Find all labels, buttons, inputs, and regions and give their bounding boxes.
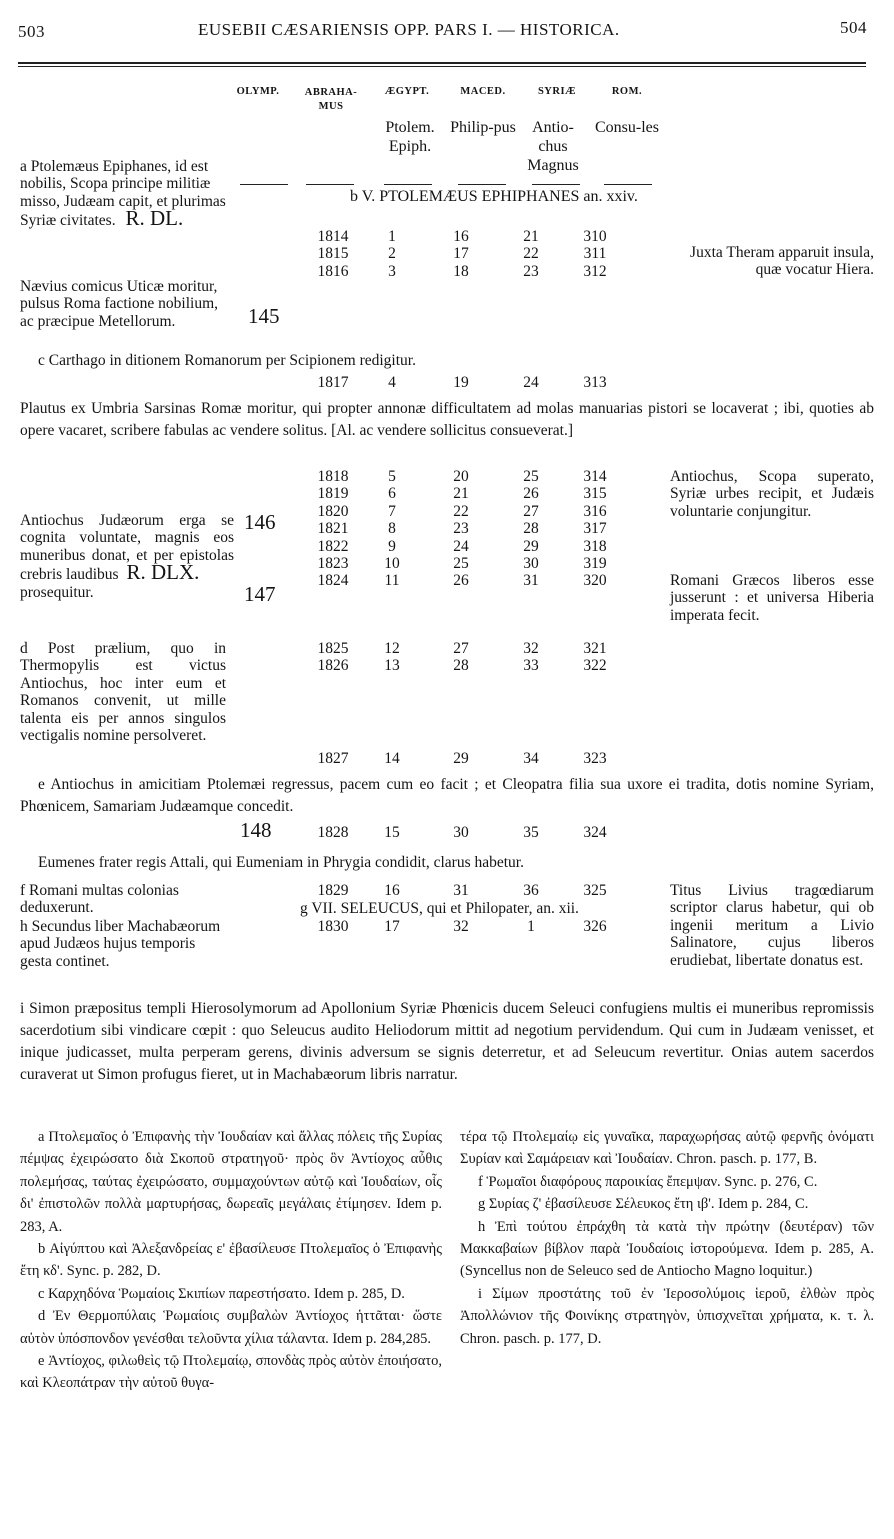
table-row-1827: 1827 14 29 34 323 (317, 750, 607, 767)
note-eumenes: Eumenes frater regis Attali, qui Eumeniam in Phrygia condidit, clarus habetur. (38, 854, 524, 871)
ruler-syriae: Antio-chus Magnus (527, 119, 579, 174)
table-row-1830: 1830 17 32 1 326 (317, 918, 607, 935)
header-rule-thin (18, 66, 866, 67)
table-rows-1814-1816: 1814 1 16 21 310 1815 2 17 22 311 1816 3 18 23 312 (317, 228, 607, 280)
page-number-right: 504 (840, 18, 867, 37)
col-header-maced: MACED. (460, 86, 506, 97)
greek-note-b: b Αἰγύπτου καὶ Ἀλεξανδρείας ε' ἐβασίλευσε Πτολεμαῖος ὁ Ἐπιφανὴς ἔτη κδ'. Sync. p. 282, D. (20, 1241, 442, 1280)
note-plautus: Plautus ex Umbria Sarsinas Romæ moritur, qui propter annonæ difficultatem ad molas manuarias pistori se locaverat ; ibi, quoties ab opere vacaret, scribere fabulas ac vendere solitus. [Al. ac vendere sollicitus consueverat.] (20, 400, 874, 439)
greek-notes-left (20, 1126, 442, 1395)
note-thera: Juxta Theram apparuit insula, quæ vocatur Hiera. (690, 244, 874, 279)
note-h: h Secundus liber Machabæorum apud Judæos hujus temporis gesta continet. (20, 918, 221, 970)
table-row-1829: 1829 16 31 36 325 (317, 882, 607, 899)
greek-note-g: g Συρίας ζ' ἐβασίλευσε Σέλευκος ἔτη ιβ'. Idem p. 284, C. (478, 1196, 809, 1213)
note-c: c Carthago in ditionem Romanorum per Scipionem redigitur. (38, 352, 416, 369)
column-rule (532, 184, 580, 185)
column-rule (306, 184, 354, 185)
column-rule (604, 184, 652, 185)
greek-note-e-cont: τέρα τῷ Πτολεμαίῳ εἰς γυναῖκα, παραχωρήσας αὐτῷ φερνῆς ὀνόματι Συρίαν καὶ Σαμάρειαν καὶ Ἰουδαίαν. Chron. pasch. p. 177, B. (460, 1129, 874, 1168)
ruler-maced: Philip-pus (450, 119, 516, 136)
note-antiochus-right: Antiochus, Scopa superato, Syriæ urbes recipit, et Judæis voluntarie conjungitur. (670, 468, 874, 520)
reign-header-g: g VII. SELEUCUS, qui et Philopater, an. xii. (300, 900, 579, 917)
greek-note-f: f Ῥωμαῖοι διαφόρους παροικίας ἔπεμψαν. Sync. p. 276, C. (478, 1173, 818, 1190)
greek-note-h: h Ἐπὶ τούτου ἐπράχθη τὰ κατὰ τὴν πρώτην (δευτέραν) τῶν Μακκαβαίων βίβλον παρὰ Ἰουδαίοις ἱστορούμενα. Idem p. 285, A. (Syncellus non de Seleuco sed de Antiocho Magno loquitur.) (460, 1218, 874, 1280)
table-rows-1818-1824: 1818 5 20 25 314 1819 6 21 26 315 1820 7 22 27 316 1821 8 23 28 317 1822 9 24 29 318 1823 10 25 30 319 1824 11 26 31 320 (317, 468, 607, 590)
header-rule (18, 62, 866, 64)
table-rows-1825-1826: 1825 12 27 32 321 1826 13 28 33 322 (317, 640, 607, 675)
note-a: a Ptolemæus Epiphanes, id est nobilis, Scopa principe militiæ misso, Judæam capit, et plurimas Syriæ civitates. R. DL. (20, 158, 226, 231)
col-header-abrahamus: ABRAHA-MUS (304, 87, 358, 112)
page-title: EUSEBII CÆSARIENSIS OPP. PARS I. — HISTORICA. (198, 20, 620, 39)
greek-note-i: i Σίμων προστάτης τοῦ ἐν Ἱεροσολύμοις ἱεροῦ, ἐλθὼν πρὸς Ἀπολλώνιον τῆς Φοινίκης στρατηγὸν, ὑπισχνεῖται χρήματα, κ. τ. λ. Chron. pasch. p. 177, D. (460, 1285, 874, 1347)
olympiad-148: 148 (240, 818, 272, 842)
column-rule (240, 184, 288, 185)
greek-note-e: e Ἀντίοχος, φιλωθεὶς τῷ Πτολεμαίῳ, σπονδὰς πρὸς αὐτὸν ἐποιήσατο, καὶ Κλεοπάτραν τὴν αὐτοῦ θυγα- (20, 1353, 442, 1392)
note-i: i Simon præpositus templi Hierosolymorum ad Apollonium Syriæ Phœnicis ducem Seleuci confugiens multis ei muneribus repromissis sacerdotium sibi vindicare cœpit : quo Seleucus audito Heliodorum mittit ad negotium pervidendum. Qui cum in Judæam venisset, et inique judicasset, multa perperam gerens, divinis adversum se signis deterretur, et ad Seleucum revertitur. Onias autem sacerdos curaverat ut Simon profugus fieret, ut in Machabæorum libris narratur. (20, 1000, 874, 1083)
note-f: f Romani multas colonias deduxerunt. (20, 882, 179, 917)
col-header-syriae: SYRIÆ (537, 86, 577, 97)
table-row-1828: 1828 15 30 35 324 (317, 824, 607, 841)
col-header-rom: ROM. (611, 86, 643, 97)
page-number-left: 503 (18, 22, 45, 41)
olympiad-147: 147 (244, 582, 276, 606)
note-d: d Post prælium, quo in Thermopylis est victus Antiochus, hoc inter eum et Romanos convenit, ut mille talenta eis per annos singulos vectigalis nomine persolveret. (20, 640, 226, 745)
greek-notes-right (460, 1126, 874, 1350)
note-antiochus-siglum: R. DLX. (126, 560, 200, 585)
greek-note-c: c Καρχηδόνα Ῥωμαίοις Σκιπίων παρεστήσατο. Idem p. 285, D. (38, 1285, 405, 1302)
note-antiochus-left: Antiochus Judæorum erga se cognita voluntate, magnis eos muneribus donat, et per epistolas crebris laudibus R. DLX. prosequitur. (20, 512, 234, 601)
note-romani-right: Romani Græcos liberos esse jusserunt : et universa Hiberia imperata fecit. (670, 572, 874, 624)
reign-header-b: b V. PTOLEMÆUS EPHIPHANES an. xxiv. (350, 188, 638, 205)
olympiad-146: 146 (244, 510, 276, 534)
ruler-rom: Consu-les (595, 119, 659, 136)
col-header-aegypt: ÆGYPT. (384, 86, 430, 97)
note-e: e Antiochus in amicitiam Ptolemæi regressus, pacem cum eo facit ; et Cleopatra filia sua uxore ei tradita, dotis nomine Syriam, Phœnicem, Samariam Judæamque concedit. (20, 776, 874, 815)
table-row-1817: 1817 4 19 24 313 (317, 374, 607, 391)
olympiad-145: 145 (248, 304, 280, 328)
greek-note-a: a Πτολεμαῖος ὁ Ἐπιφανὴς τὴν Ἰουδαίαν καὶ ἄλλας πόλεις τῆς Συρίας πέμψας ἐχειρώσατο διὰ Σκοποῦ στρατηγοῦ· πρὸς ὃν Ἀντίοχος αὖθις πολεμήσας, ταύτας ἐχειρώσατο, συμμαχούντων αὐτῷ καὶ Ἰουδαίων, οἷς δι' ἐπιστολῶν πολλὰ μαρτυρήσας, δωρεαῖς μεγάλαις ἐτίμησεν. Idem p. 283, A. (20, 1129, 442, 1235)
column-rule (384, 184, 432, 185)
note-naevius: Nævius comicus Uticæ moritur, pulsus Roma factione nobilium, ac præcipue Metellorum. (20, 278, 219, 330)
column-rule (458, 184, 506, 185)
ruler-aegypt: Ptolem. Epiph. (385, 119, 435, 155)
note-a-siglum: R. DL. (125, 206, 184, 231)
greek-note-d: d Ἐν Θερμοπύλαις Ῥωμαίοις συμβαλὼν Ἀντίοχος ἡττᾶται· ὥστε αὐτὸν ὑπόσπονδον γενέσθαι τελοῦντα χίλια τάλαντα. Idem p. 284,285. (20, 1308, 442, 1347)
note-titus: Titus Livius tragœdiarum scriptor clarus habetur, qui ob ingenii meritum a Livio Salinatore, cujus liberos erudiebat, libertate donatus est. (670, 882, 874, 969)
col-header-olymp: OLYMP. (236, 86, 280, 97)
